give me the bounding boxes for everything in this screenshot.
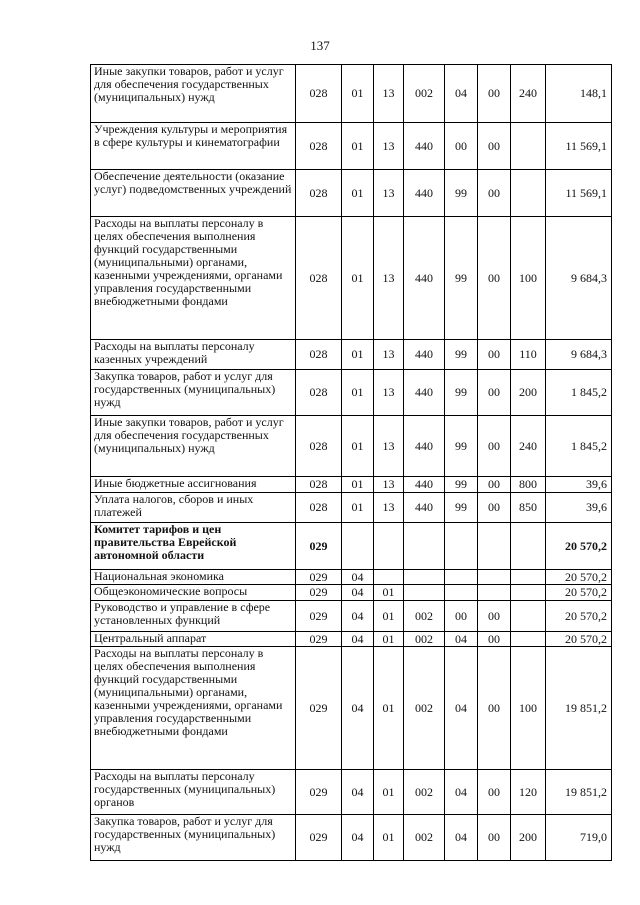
cell-amount: 20 570,2 [546, 601, 612, 632]
cell-csr2: 99 [445, 493, 478, 523]
cell-csr1: 440 [404, 416, 445, 477]
cell-rz: 04 [342, 585, 374, 601]
table-row [91, 570, 612, 585]
cell-csr3 [478, 523, 511, 570]
cell-csr1: 440 [404, 170, 445, 217]
cell-ved: 029 [296, 523, 342, 570]
cell-amount: 719,0 [546, 815, 612, 861]
cell-vr: 200 [511, 815, 546, 861]
cell-ved: 028 [296, 217, 342, 340]
cell-amount: 20 570,2 [546, 585, 612, 601]
cell-vr [511, 123, 546, 170]
cell-pr: 13 [374, 123, 404, 170]
table-row [91, 65, 612, 123]
cell-ved: 028 [296, 170, 342, 217]
cell-csr3: 00 [478, 416, 511, 477]
cell-ved: 029 [296, 632, 342, 647]
cell-pr: 13 [374, 65, 404, 123]
cell-ved: 028 [296, 493, 342, 523]
cell-rz: 01 [342, 416, 374, 477]
cell-rz [342, 523, 374, 570]
cell-vr: 100 [511, 217, 546, 340]
cell-ved: 028 [296, 477, 342, 493]
table-row [91, 493, 612, 523]
cell-amount: 20 570,2 [546, 523, 612, 570]
cell-amount: 20 570,2 [546, 632, 612, 647]
cell-name: Общеэкономические вопросы [91, 585, 296, 601]
cell-csr1: 440 [404, 493, 445, 523]
cell-amount: 19 851,2 [546, 647, 612, 770]
cell-amount: 9 684,3 [546, 217, 612, 340]
cell-rz: 04 [342, 647, 374, 770]
cell-csr3: 00 [478, 370, 511, 416]
table-row [91, 770, 612, 815]
cell-vr: 800 [511, 477, 546, 493]
cell-csr2: 04 [445, 815, 478, 861]
cell-amount: 11 569,1 [546, 170, 612, 217]
cell-name: Уплата налогов, сборов и иных платежей [91, 493, 296, 523]
cell-csr1 [404, 570, 445, 585]
table-row [91, 340, 612, 370]
cell-csr2: 99 [445, 416, 478, 477]
page-number: 137 [310, 38, 330, 53]
cell-rz: 04 [342, 570, 374, 585]
cell-pr: 01 [374, 632, 404, 647]
cell-pr: 13 [374, 493, 404, 523]
cell-amount: 1 845,2 [546, 416, 612, 477]
cell-ved: 029 [296, 770, 342, 815]
cell-ved: 029 [296, 570, 342, 585]
cell-pr: 01 [374, 585, 404, 601]
table-row [91, 601, 612, 632]
cell-amount: 9 684,3 [546, 340, 612, 370]
cell-csr3: 00 [478, 170, 511, 217]
cell-csr3 [478, 570, 511, 585]
cell-rz: 04 [342, 632, 374, 647]
cell-amount: 148,1 [546, 65, 612, 123]
cell-csr1 [404, 523, 445, 570]
cell-amount: 11 569,1 [546, 123, 612, 170]
cell-csr1: 002 [404, 601, 445, 632]
cell-csr2: 04 [445, 770, 478, 815]
cell-vr: 240 [511, 65, 546, 123]
cell-pr: 13 [374, 170, 404, 217]
cell-ved: 029 [296, 585, 342, 601]
cell-csr2: 99 [445, 170, 478, 217]
cell-ved: 029 [296, 647, 342, 770]
cell-vr: 100 [511, 647, 546, 770]
cell-csr2: 00 [445, 123, 478, 170]
cell-csr2: 04 [445, 647, 478, 770]
cell-csr1: 440 [404, 217, 445, 340]
cell-name: Расходы на выплаты персоналу государственных (муниципальных) органов [91, 770, 296, 815]
cell-rz: 01 [342, 370, 374, 416]
cell-csr1: 002 [404, 65, 445, 123]
cell-name: Иные бюджетные ассигнования [91, 477, 296, 493]
cell-name: Руководство и управление в сфере установленных функций [91, 601, 296, 632]
cell-csr3 [478, 585, 511, 601]
cell-amount: 1 845,2 [546, 370, 612, 416]
cell-pr: 13 [374, 416, 404, 477]
cell-name: Иные закупки товаров, работ и услуг для обеспечения государственных (муниципальных) нужд [91, 65, 296, 123]
cell-ved: 029 [296, 601, 342, 632]
cell-csr2: 99 [445, 477, 478, 493]
cell-csr1: 002 [404, 770, 445, 815]
cell-name: Учреждения культуры и мероприятия в сфере культуры и кинематографии [91, 123, 296, 170]
cell-csr2 [445, 585, 478, 601]
cell-pr: 01 [374, 647, 404, 770]
cell-csr2: 99 [445, 370, 478, 416]
cell-csr2: 04 [445, 65, 478, 123]
cell-csr2: 99 [445, 340, 478, 370]
cell-csr1: 002 [404, 647, 445, 770]
cell-csr1: 440 [404, 477, 445, 493]
cell-csr2 [445, 523, 478, 570]
cell-vr [511, 570, 546, 585]
cell-csr3: 00 [478, 647, 511, 770]
table-row [91, 585, 612, 601]
cell-csr3: 00 [478, 601, 511, 632]
table-row [91, 416, 612, 477]
cell-rz: 01 [342, 65, 374, 123]
cell-name: Иные закупки товаров, работ и услуг для обеспечения государственных (муниципальных) нужд [91, 416, 296, 477]
cell-csr1: 002 [404, 632, 445, 647]
cell-csr2: 00 [445, 601, 478, 632]
cell-vr: 120 [511, 770, 546, 815]
cell-name: Расходы на выплаты персоналу в целях обеспечения выполнения функций государственными (муниципальными) органами, казенными учреждениями, органами управления государственными внебюджетными фондами [91, 647, 296, 770]
cell-rz: 04 [342, 601, 374, 632]
cell-rz: 01 [342, 340, 374, 370]
cell-csr1 [404, 585, 445, 601]
cell-name: Расходы на выплаты персоналу казенных учреждений [91, 340, 296, 370]
cell-name: Обеспечение деятельности (оказание услуг) подведомственных учреждений [91, 170, 296, 217]
budget-table [90, 64, 612, 861]
cell-name: Национальная экономика [91, 570, 296, 585]
cell-vr: 850 [511, 493, 546, 523]
table-row [91, 370, 612, 416]
cell-pr: 01 [374, 601, 404, 632]
cell-pr [374, 523, 404, 570]
table-row [91, 170, 612, 217]
cell-name: Комитет тарифов и цен правительства Еврейской автономной области [91, 523, 296, 570]
cell-csr3: 00 [478, 815, 511, 861]
cell-csr1: 440 [404, 340, 445, 370]
cell-ved: 029 [296, 815, 342, 861]
table-row [91, 123, 612, 170]
cell-csr3: 00 [478, 123, 511, 170]
cell-vr [511, 585, 546, 601]
cell-csr3: 00 [478, 493, 511, 523]
cell-csr1: 002 [404, 815, 445, 861]
cell-vr [511, 170, 546, 217]
cell-vr: 200 [511, 370, 546, 416]
cell-pr [374, 570, 404, 585]
cell-csr2 [445, 570, 478, 585]
cell-vr [511, 523, 546, 570]
cell-ved: 028 [296, 123, 342, 170]
cell-vr: 240 [511, 416, 546, 477]
cell-csr3: 00 [478, 65, 511, 123]
cell-ved: 028 [296, 416, 342, 477]
cell-pr: 13 [374, 217, 404, 340]
table-row [91, 217, 612, 340]
cell-rz: 04 [342, 770, 374, 815]
cell-pr: 01 [374, 815, 404, 861]
cell-csr3: 00 [478, 477, 511, 493]
table-row [91, 477, 612, 493]
cell-pr: 13 [374, 477, 404, 493]
cell-name: Закупка товаров, работ и услуг для государственных (муниципальных) нужд [91, 370, 296, 416]
cell-ved: 028 [296, 65, 342, 123]
cell-rz: 01 [342, 477, 374, 493]
cell-pr: 01 [374, 770, 404, 815]
cell-amount: 19 851,2 [546, 770, 612, 815]
cell-csr3: 00 [478, 770, 511, 815]
cell-amount: 39,6 [546, 493, 612, 523]
cell-csr3: 00 [478, 340, 511, 370]
table-row [91, 815, 612, 861]
cell-csr3: 00 [478, 217, 511, 340]
table-row [91, 632, 612, 647]
cell-name: Центральный аппарат [91, 632, 296, 647]
cell-csr1: 440 [404, 370, 445, 416]
cell-vr: 110 [511, 340, 546, 370]
table-row [91, 523, 612, 570]
cell-ved: 028 [296, 370, 342, 416]
cell-amount: 39,6 [546, 477, 612, 493]
cell-rz: 01 [342, 493, 374, 523]
cell-rz: 01 [342, 170, 374, 217]
cell-rz: 01 [342, 217, 374, 340]
cell-pr: 13 [374, 340, 404, 370]
cell-csr2: 04 [445, 632, 478, 647]
cell-name: Расходы на выплаты персоналу в целях обеспечения выполнения функций государственными (муниципальными) органами, казенными учреждениями, органами управления государственными внебюджетными фондами [91, 217, 296, 340]
cell-csr1: 440 [404, 123, 445, 170]
table-row [91, 647, 612, 770]
cell-csr2: 99 [445, 217, 478, 340]
cell-rz: 04 [342, 815, 374, 861]
cell-rz: 01 [342, 123, 374, 170]
cell-name: Закупка товаров, работ и услуг для государственных (муниципальных) нужд [91, 815, 296, 861]
cell-amount: 20 570,2 [546, 570, 612, 585]
cell-vr [511, 632, 546, 647]
cell-vr [511, 601, 546, 632]
cell-ved: 028 [296, 340, 342, 370]
cell-pr: 13 [374, 370, 404, 416]
cell-csr3: 00 [478, 632, 511, 647]
